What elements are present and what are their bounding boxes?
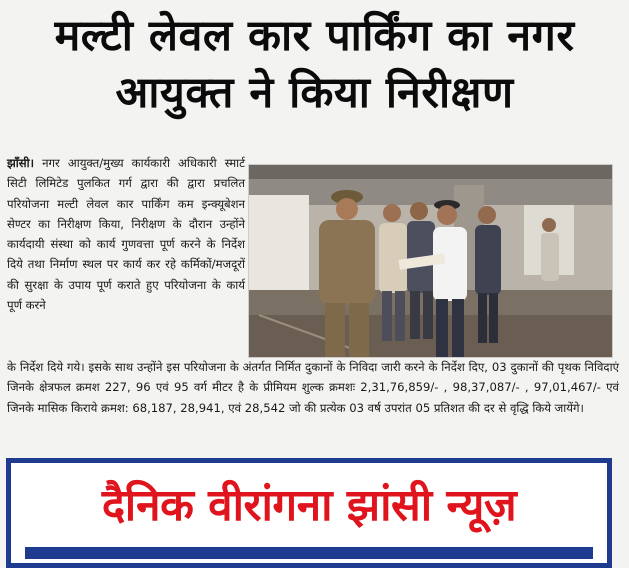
article-photo [248, 164, 613, 358]
article-column-text [7, 153, 245, 315]
article-dateline: झाँसी। [7, 156, 35, 170]
headline-line-2: आयुक्त ने किया निरीक्षण [115, 68, 514, 118]
headline [0, 8, 629, 122]
article-full-text: के निर्देश दिये गये। इसके साथ उन्होंने इस परियोजना के अंतर्गत निर्मित दुकानों के निविदा जारी करने के निर्देश दिए, 03 दुकानों की पृथक निविदाएं जिनके क्षेत्रफल क्रमश 227, 96 एवं 95 वर्ग मीटर है के प्रीमियम शुल्क क्रमशः 2,31,76,859/- , 98,37,087/- , 97,01,467/- एवं जिनके मासिक किराये क्रमश: 68,187, 28,941, एवं 28,542 जो की प्रत्येक 03 वर्ष उपरांत 05 प्रतिशत की दर से वृद्धि किये जायेंगे। [7, 360, 619, 415]
banner-subline [25, 547, 593, 559]
headline-line-1: मल्टी लेवल कार पार्किंग का नगर [54, 11, 575, 61]
inspection-photo [249, 165, 612, 357]
banner-title: दैनिक वीरांगना झांसी न्यूज़ [101, 480, 517, 531]
article-column-body: नगर आयुक्त/मुख्य कार्यकारी अधिकारी स्मार्ट सिटी लिमिटेड पुलकित गर्ग द्वारा की द्वारा प्रचलित परियोजना मल्टी लेवल कार पार्किंग कम इन्क्यूबेशन सेण्टर का निरीक्षण किया, निरीक्षण के दौरान उन्होंने कार्यदायी संस्था को कार्य गुणवत्ता पूर्ण करने के निर्देश दिये तथा निर्माण स्थल पर कार्य कर रहे कर्मिकों/मजदूरों की सुरक्षा के उपाय पूर्ण कराते हुए परियोजना के कार्य पूर्ण करने [7, 156, 246, 313]
newspaper-banner [6, 458, 612, 568]
